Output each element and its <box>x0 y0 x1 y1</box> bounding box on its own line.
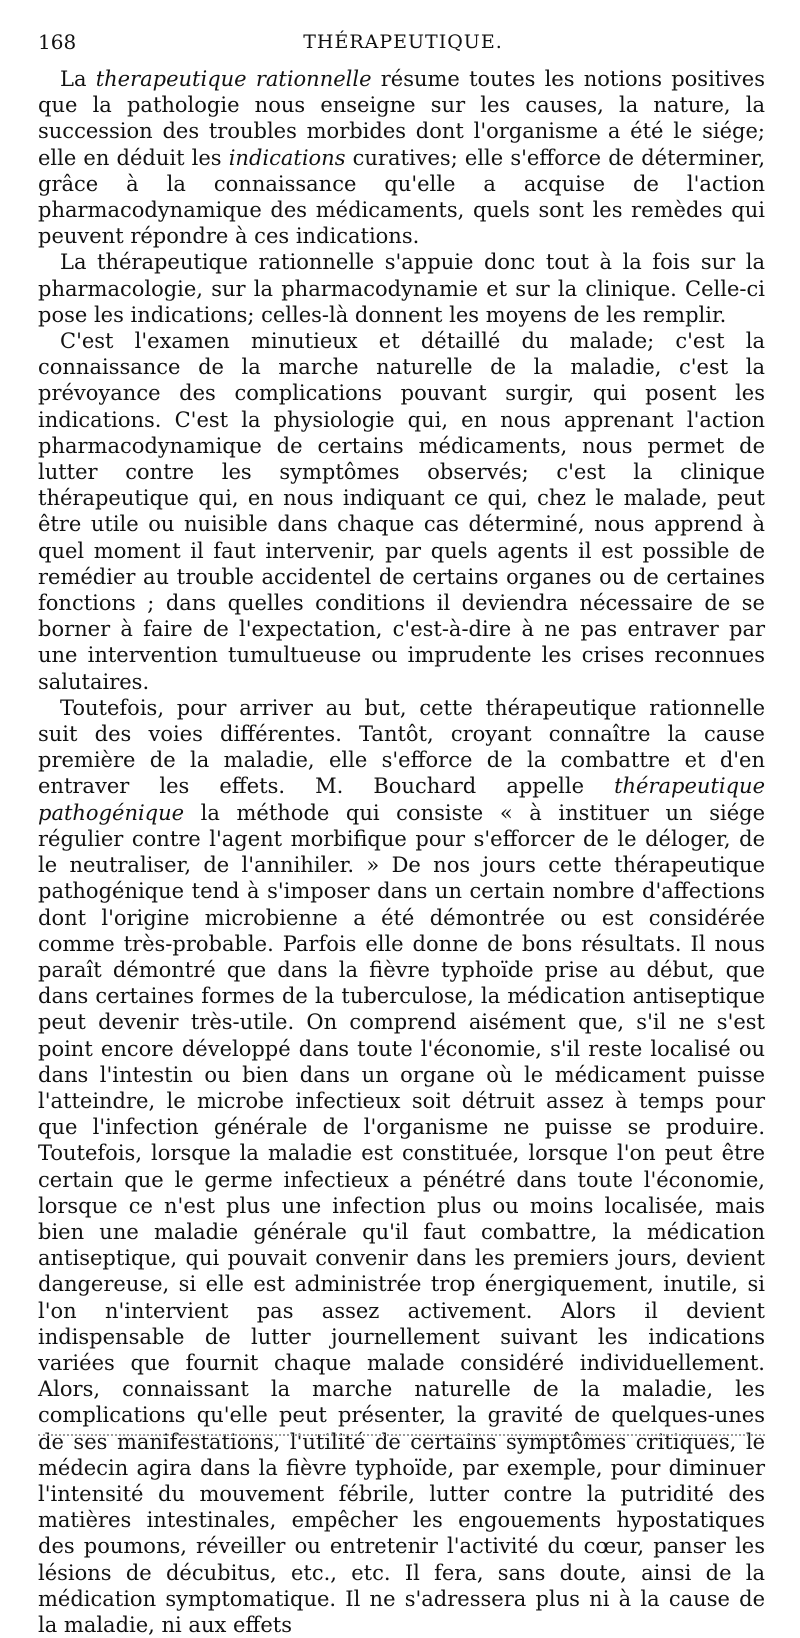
text-run: curatives; elle s'efforce de déterminer, grâce à la connaissance qu'elle a acquise de l'action pharmacodynamique des médicaments, quels sont les remèdes qui peuvent répondre à ces indications. <box>38 145 766 249</box>
text-run: La thérapeutique rationnelle s'appuie donc tout à la fois sur la pharmacologie, sur la pharmacodynamie et sur la clinique. Celle-ci pose les indications; celles-là donnent les moyens de les remplir. <box>38 250 765 327</box>
paragraph <box>38 695 765 1638</box>
text-run: la méthode qui consiste « à instituer un siége régulier contre l'agent morbifique pour s'efforcer de le déloger, de le neutraliser, de l'annihiler. » De nos jours cette thérapeutique pathogénique tend à s'imposer dans un certain nombre d'affections dont l'origine microbienne a été démontrée ou est considérée comme très-probable. Parfois elle donne de bons résultats. Il nous paraît démontré que dans la fièvre typhoïde prise au début, que dans certaines formes de la tuberculose, la médication antiseptique peut devenir très-utile. On comprend aisément que, s'il ne s'est point encore développé dans toute l'économie, s'il reste localisé ou dans l'intestin ou bien dans un organe où le médicament puisse l'atteindre, le microbe infectieux soit détruit assez à temps pour que l'infection générale de l'organisme ne puisse se produire. Toutefois, lorsque la maladie est constituée, lorsque l'on peut être certain que le germe infectieux a pénétré dans toute l'économie, lorsque ce n'est plus une infection plus ou moins localisée, mais bien une maladie générale qu'il faut combattre, la médication antiseptique, qui pouvait convenir dans les premiers jours, devient dangereuse, si elle est administrée trop énergiquement, inutile, si l'on n'intervient pas assez activement. Alors il devient indispensable de lutter journellement suivant les indications variées que fournit chaque malade considéré individuellement. Alors, connaissant la marche naturelle de la maladie, les complications qu'elle peut présenter, la gravité de quelques-unes de ses manifestations, l'utilité de certains symptômes critiques, le médecin agira dans la fièvre typhoïde, par exemple, pour diminuer l'intensité du mouvement fébrile, lutter contre la putridité des matières intestinales, empêcher les engouements hypostatiques des poumons, réveiller ou entretenir l'activité du cœur, panser les lésions de décubitus, etc., etc. Il fera, sans doute, ainsi de la médication symptomatique. Il ne s'adressera plus ni à la cause de la maladie, ni aux effets <box>38 800 765 1637</box>
italic-text: therapeutique rationnelle <box>95 67 372 91</box>
paragraph <box>38 328 765 695</box>
paragraph <box>38 66 765 249</box>
body-text <box>38 66 765 1638</box>
paragraph <box>38 249 765 328</box>
running-title: THÉRAPEUTIQUE. <box>303 31 503 53</box>
text-run: La <box>60 67 96 91</box>
page-header <box>38 28 768 56</box>
page-number: 168 <box>38 30 77 54</box>
text-run: résume toutes les notions positives que la pathologie nous enseigne sur les causes, la nature, la succession des troubles morbides dont l'organisme a été le siége; elle en déduit les <box>38 67 766 170</box>
footer-rule <box>38 1434 765 1436</box>
text-run: C'est l'examen minutieux et détaillé du malade; c'est la connaissance de la marche naturelle de la maladie, c'est la prévoyance des complications pouvant surgir, qui posent les indications. C'est la physiologie qui, en nous apprenant l'action pharmacodynamique de certains médicaments, nous permet de lutter contre les symptômes observés; c'est la clinique thérapeutique qui, en nous indiquant ce qui, chez le malade, peut être utile ou nuisible dans chaque cas déterminé, nous apprend à quel moment il faut intervenir, par quels agents il est possible de remédier au trouble accidentel de certains organes ou de certaines fonctions ; dans quelles conditions il deviendra nécessaire de se borner à faire de l'expectation, c'est-à-dire à ne pas entraver par une intervention tumultueuse ou imprudente les crises reconnues salutaires. <box>38 329 765 694</box>
italic-text: indications <box>228 145 346 170</box>
text-run: Toutefois, pour arriver au but, cette thérapeutique rationnelle suit des voies différentes. Tantôt, croyant connaître la cause première de la maladie, elle s'efforce de la combattre et d'en entraver les effets. M. Bouchard appelle <box>38 695 765 799</box>
italic-text: thérapeutique pathogénique <box>38 774 765 825</box>
